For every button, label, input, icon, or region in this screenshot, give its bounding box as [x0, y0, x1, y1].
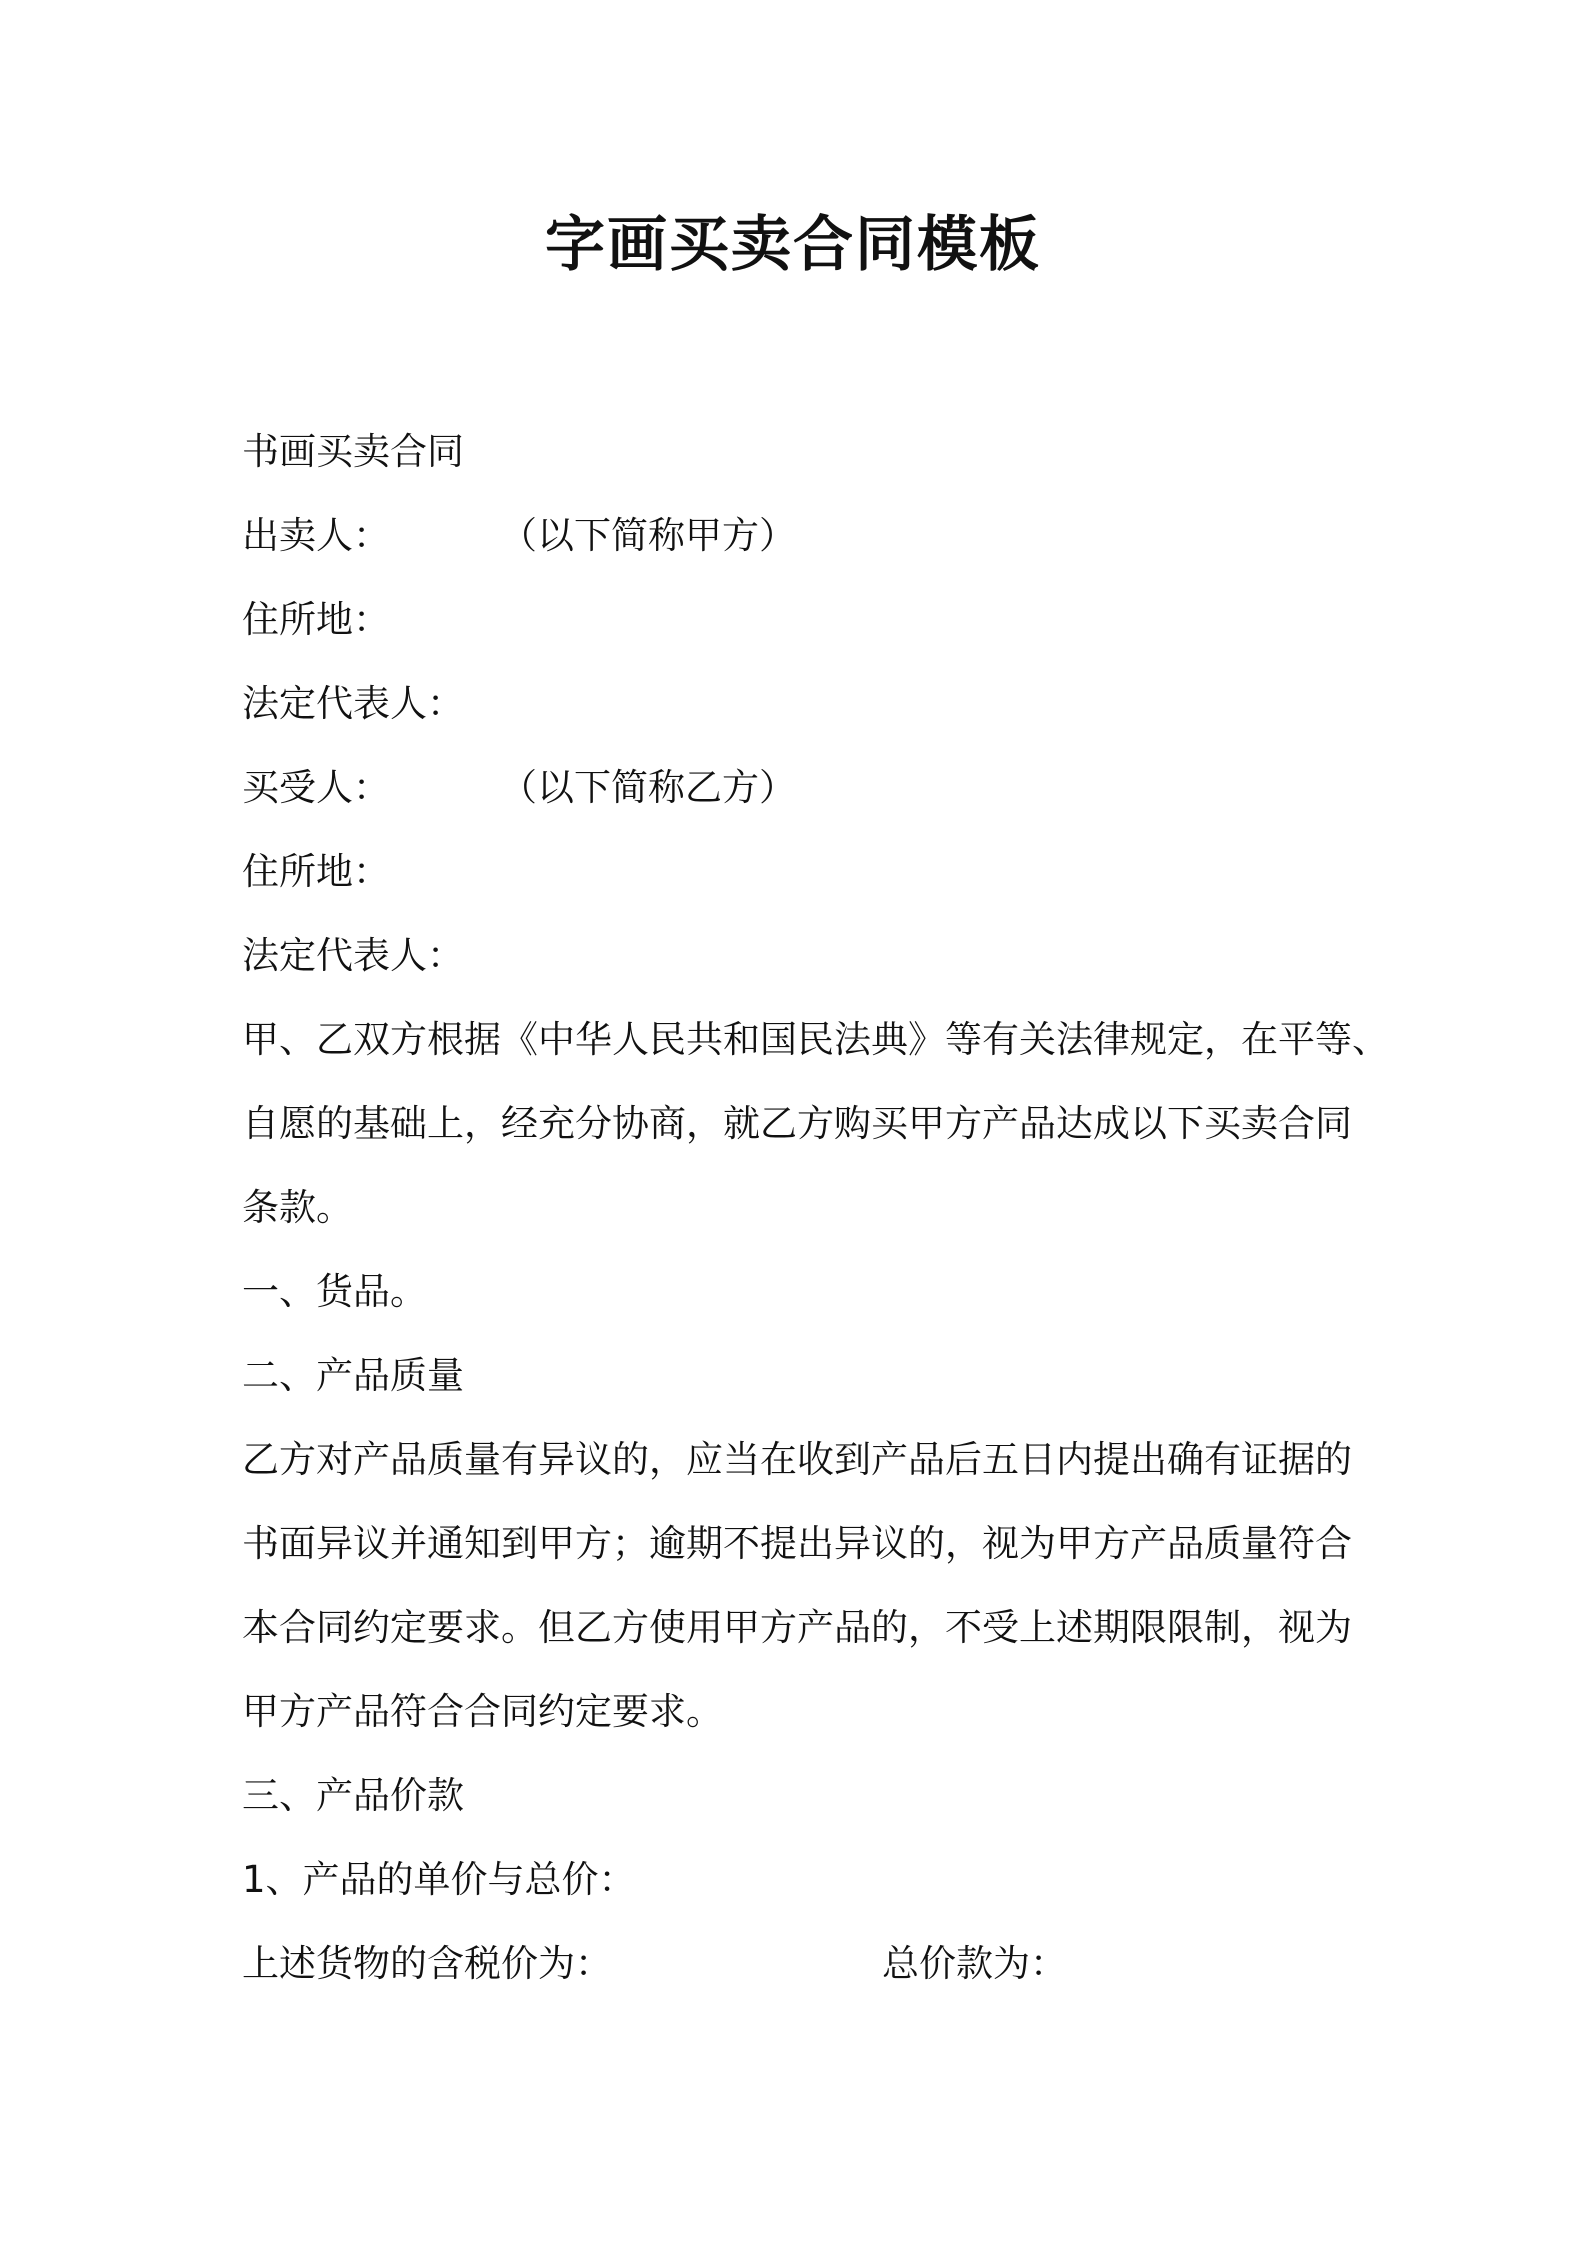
total-price-label: 总价款为： — [882, 1942, 1067, 1985]
seller-note: （以下简称甲方） — [500, 514, 796, 557]
buyer-rep-label: 法定代表人： — [242, 934, 464, 977]
price-item-1: 1、产品的单价与总价： — [242, 1858, 636, 1901]
document-title: 字画买卖合同模板 — [545, 210, 1041, 280]
section-heading-price: 三、产品价款 — [242, 1774, 464, 1817]
quality-paragraph-line: 乙方对产品质量有异议的，应当在收到产品后五日内提出确有证据的 — [242, 1438, 1352, 1481]
document-body — [242, 410, 1389, 2006]
preamble-line: 自愿的基础上，经充分协商，就乙方购买甲方产品达成以下买卖合同 — [242, 1102, 1352, 1145]
tax-inclusive-price-label: 上述货物的含税价为： — [242, 1942, 612, 1985]
seller-address-label: 住所地： — [242, 598, 390, 641]
section-heading-goods: 一、货品。 — [242, 1270, 427, 1313]
buyer-address-label: 住所地： — [242, 850, 390, 893]
seller-label: 出卖人： — [242, 514, 390, 557]
contract-subtitle: 书画买卖合同 — [242, 430, 464, 473]
buyer-note: （以下简称乙方） — [500, 766, 796, 809]
quality-paragraph-line: 甲方产品符合合同约定要求。 — [242, 1690, 723, 1733]
section-heading-quality: 二、产品质量 — [242, 1354, 464, 1397]
buyer-label: 买受人： — [242, 766, 390, 809]
quality-paragraph-line: 书面异议并通知到甲方；逾期不提出异议的，视为甲方产品质量符合 — [242, 1522, 1352, 1565]
buyer-line — [242, 746, 1352, 830]
preamble-line: 条款。 — [242, 1186, 353, 1229]
price-line — [242, 1922, 1352, 2006]
quality-paragraph-line: 本合同约定要求。但乙方使用甲方产品的，不受上述期限限制，视为 — [242, 1606, 1352, 1649]
seller-line — [242, 494, 1352, 578]
seller-rep-label: 法定代表人： — [242, 682, 464, 725]
preamble-line: 甲、乙双方根据《中华人民共和国民法典》等有关法律规定，在平等、 — [242, 1018, 1389, 1061]
